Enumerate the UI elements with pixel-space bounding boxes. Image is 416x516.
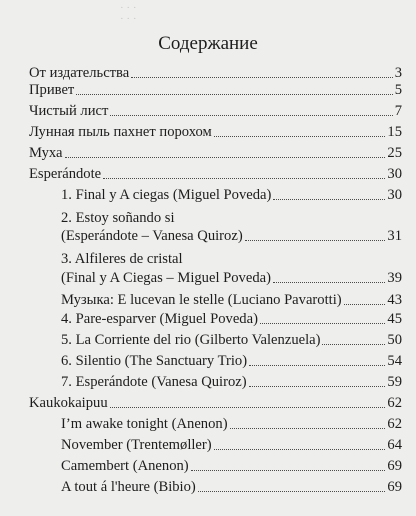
toc-subentry (61, 267, 402, 287)
show-through-line: · · · (120, 3, 137, 13)
toc-entry-title: (Esperándote – Vanesa Quiroz) (61, 228, 243, 244)
toc-entry-page: 54 (387, 353, 402, 369)
toc-entry-title: 4. Pare-esparver (Miguel Poveda) (61, 311, 258, 327)
toc-subentry (61, 476, 402, 496)
dot-leader (260, 323, 385, 324)
toc-entry-title: Лунная пыль пахнет порохом (29, 124, 212, 140)
toc-entry-title: Музыка: E lucevan le stelle (Luciano Pavarotti) (61, 292, 342, 308)
toc-subentry (61, 207, 402, 227)
toc-subentry (61, 184, 402, 204)
dot-leader (245, 240, 386, 241)
toc-entry-title: November (Trentemøller) (61, 437, 212, 453)
toc-entry-page: 30 (387, 166, 402, 182)
dot-leader (198, 491, 386, 492)
toc-entry-title: Camembert (Anenon) (61, 458, 189, 474)
toc-subentry (61, 350, 402, 370)
toc-entry-page: 50 (387, 332, 402, 348)
toc-entry (29, 142, 402, 162)
toc-entry-title: 1. Final y A ciegas (Miguel Poveda) (61, 187, 272, 203)
toc-subentry (61, 434, 402, 454)
toc-entry-page: 7 (394, 103, 402, 119)
toc-entry-title: От издательства (29, 65, 130, 81)
show-through-line: · · · (120, 14, 137, 24)
dot-leader (273, 199, 385, 200)
toc-entry (29, 100, 402, 120)
dot-leader (344, 304, 386, 305)
dot-leader (110, 407, 386, 408)
toc-entry-page: 25 (387, 145, 402, 161)
toc-entry-title: A tout á l'heure (Bibio) (61, 479, 196, 495)
toc-entry-title: Привет (29, 82, 75, 98)
page-title: Содержание (158, 33, 258, 54)
toc-subentry (61, 289, 402, 309)
toc-subentry (61, 413, 402, 433)
toc-entry-page: 31 (387, 228, 402, 244)
toc-entry-page: 64 (387, 437, 402, 453)
dot-leader (249, 365, 385, 366)
dot-leader (76, 94, 392, 95)
toc-subentry (61, 308, 402, 328)
toc-entry-title: 3. Alfileres de cristal (61, 251, 183, 267)
toc-entry-title: 7. Esperándote (Vanesa Quiroz) (61, 374, 247, 390)
toc-entry-title: Kaukokaipuu (29, 395, 108, 411)
dot-leader (230, 428, 386, 429)
toc-subentry (61, 329, 402, 349)
toc-entry (29, 79, 402, 99)
toc-entry-page: 43 (387, 292, 402, 308)
toc-entry-page: 45 (387, 311, 402, 327)
toc-subentry (61, 225, 402, 245)
toc-entry-title: Муха (29, 145, 63, 161)
toc-entry-page: 30 (387, 187, 402, 203)
toc-entry-page: 3 (394, 65, 402, 81)
toc-entry-title: (Final y A Ciegas – Miguel Poveda) (61, 270, 271, 286)
toc-entry-title: Esperándote (29, 166, 102, 182)
toc-subentry (61, 248, 402, 268)
toc-subentry (61, 371, 402, 391)
toc-entry-title: Чистый лист (29, 103, 109, 119)
dot-leader (191, 470, 386, 471)
toc-entry-page: 62 (387, 395, 402, 411)
dot-leader (65, 157, 386, 158)
dot-leader (103, 178, 385, 179)
toc-entry-page: 5 (394, 82, 402, 98)
dot-leader (214, 136, 386, 137)
toc-entry-page: 69 (387, 479, 402, 495)
toc-entry (29, 163, 402, 183)
toc-entry-page: 59 (387, 374, 402, 390)
toc-subentry (61, 455, 402, 475)
toc-entry-page: 62 (387, 416, 402, 432)
toc-entry-page: 69 (387, 458, 402, 474)
dot-leader (249, 386, 386, 387)
toc-entry (29, 121, 402, 141)
toc-entry-page: 15 (387, 124, 402, 140)
dot-leader (131, 77, 392, 78)
dot-leader (322, 344, 385, 345)
dot-leader (214, 449, 386, 450)
toc-entry-page: 39 (387, 270, 402, 286)
toc-entry (29, 392, 402, 412)
toc-entry-title: 5. La Corriente del rio (Gilberto Valenzuela) (61, 332, 321, 348)
toc-entry-title: 6. Silentio (The Sanctuary Trio) (61, 353, 248, 369)
toc-entry-title: 2. Estoy soñando si (61, 210, 175, 226)
dot-leader (110, 115, 392, 116)
toc-entry-title: I’m awake tonight (Anenon) (61, 416, 228, 432)
dot-leader (273, 282, 385, 283)
